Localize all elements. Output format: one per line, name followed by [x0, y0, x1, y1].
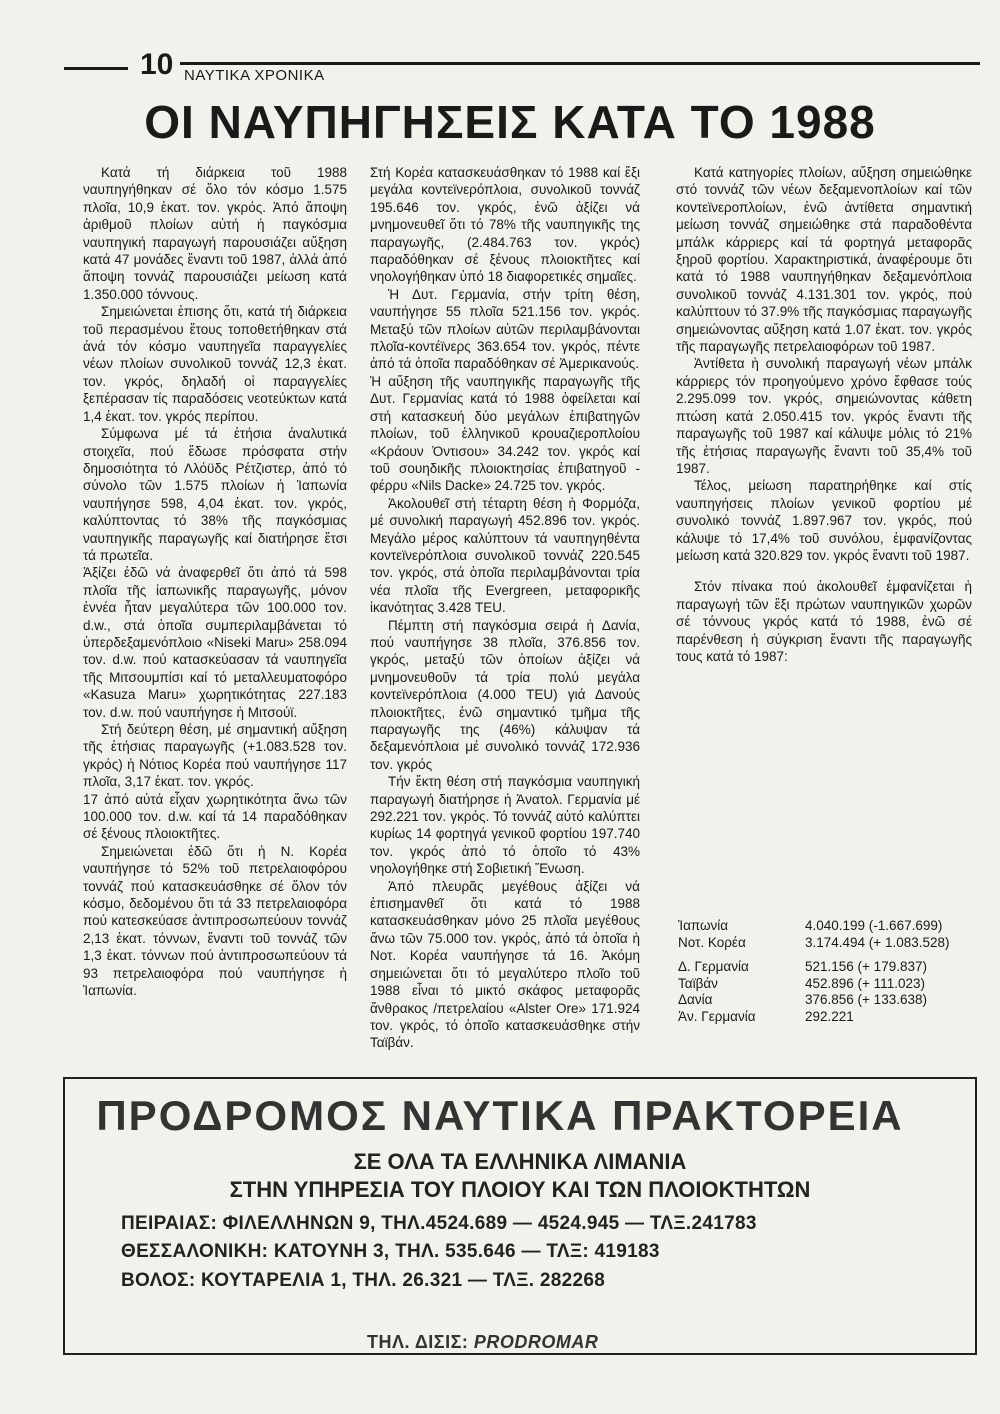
paragraph: Σημειώνεται ἐδῶ ὅτι ἡ Ν. Κορέα ναυπήγησε τό 52% τοῦ πετρελαιοφόρου τοννάζ πού κατασκευάσθηκε σέ ὅλον τόν κόσμο, δεδομένου ὅτι τά 33 πετρελαιοφόρα πού κατεσκεύασε ἀντιπροσωπεύουν τοννάζ 2,13 ἑκατ. τόννων, ἔναντι τοῦ τοννάζ τῶν 1,3 ἑκατ. τόννων πού ἀντιπροσωπεύουν τά 93 πετρελαιοφόρα πού ναυπήγησε ἡ Ἰαπωνία.	[83, 843, 347, 999]
ad-tagline: ΣΕ ΟΛΑ ΤΑ ΕΛΛΗΝΙΚΑ ΛΙΜΑΝΙΑ	[353, 1149, 687, 1174]
article-title: ΟΙ ΝΑΥΠΗΓΗΣΕΙΣ ΚΑΤΑ ΤΟ 1988	[144, 96, 876, 148]
paragraph: Τέλος, μείωση παρατηρήθηκε καί στίς ναυπηγήσεις πλοίων γενικοῦ φορτίου μέ συνολικό τοννάζ 1.897.967 τον. γκρός, πού κάλυψε τό 17,4% τοῦ συνόλου, ἐμφανίζοντας μείωση κατά 320.829 τον. γκρός ἔναντι τοῦ 1987.	[676, 478, 972, 563]
table-country: Νοτ. Κορέα	[678, 934, 746, 950]
table-value: 452.896 (+ 111.023)	[805, 975, 925, 991]
paragraph: Κατά τή διάρκεια τοῦ 1988 ναυπηγήθηκαν σέ ὅλο τόν κόσμο 1.575 πλοῖα, 10,9 ἑκατ. τον. γκρός. Ἀπό ἄποψη ἀριθμοῦ πλοίων αὐτή ἡ παγκόσμια ναυπηγική παραγωγή παρουσιάζει αὔξηση κατά 47 μονάδες ἔναντι τοῦ 1987, ἀλλά ἀπό ἄποψη τοννάζ παρουσιάζει μείωση κατά 1.350.000 τόννους.	[83, 165, 347, 302]
ad-address-volos: ΒΟΛΟΣ: ΚΟΥΤΑΡΕΛΙΑ 1, ΤΗΛ. 26.321 — ΤΛΞ. 282268	[121, 1270, 606, 1291]
table-country: Δ. Γερμανία	[678, 959, 749, 974]
paragraph: Ἀξίζει ἐδῶ νά ἀναφερθεῖ ὅτι ἀπό τά 598 πλοῖα τῆς ἰαπωνικῆς παραγωγῆς, μόνον ἐννέα ἦταν μεγαλύτερα τῶν 100.000 τον. d.w., στά ὁποῖα συμπεριλαμβάνεται τό ὑπερδεξαμενόπλοιο «Niseki Maru» 258.094 τον. d.w. πού κατασκεύασαν τά ναυπηγεῖα τῆς Μιτσουμπίσι καί τό μεταλλευματοφόρο «Kasuza Maru» χωρητικότητας 227.183 τον. d.w. πού ναυπήγησε ἡ Μιτσούϊ.	[83, 565, 347, 720]
paragraph: Σύμφωνα μέ τά ἐτήσια ἀναλυτικά στοιχεῖα, πού ἔδωσε πρόσφατα στήν δημοσιότητα τό Λλόϋδς Ρέτζιστερ, ἀπό τό σύνολο τῶν 1.575 πλοίων ἡ Ἰαπωνία ναυπήγησε 598, 4,04 ἑκατ. τον. γκρός, καλύπτοντας τό 38% τῆς παγκόσμιας ναυπηγικῆς παραγωγῆς καί διατήρησε ἔτσι τά πρωτεῖα.	[83, 426, 347, 563]
paragraph: Ἀντίθετα ἡ συνολική παραγωγή νέων μπάλκ κάρριερς τόν προηγούμενο χρόνο ἔφθασε τούς 2.295.099 τον. γκρός, σημειώνοντας κάθετη πτώση κατά 2.050.415 τον. γκρός ἔναντι τῆς παραγωγῆς τοῦ 1987 καί κάλυψε μόλις τό 21% τῆς ἐτήσιας παραγωγῆς ἔναντι τοῦ 35,4% τοῦ 1987.	[676, 356, 972, 476]
publication-name: ΝΑΥΤΙΚΑ ΧΡΟΝΙΚΑ	[184, 67, 325, 84]
table-value: 376.856 (+ 133.638)	[805, 992, 927, 1007]
ad-address-piraeus: ΠΕΙΡΑΙΑΣ: ΦΙΛΕΛΛΗΝΩΝ 9, ΤΗΛ.4524.689 — 4524.945 — ΤΛΞ.241783	[121, 1213, 757, 1234]
paragraph: Στή Κορέα κατασκευάσθηκαν τό 1988 καί ἔξι μεγάλα κοντεϊνερόπλοια, συνολικοῦ τοννάζ 195.646 τον. γκρός, ἐνῶ ἀξίζει νά μνημονευθεῖ ὅτι τό 78% τῆς ναυπηγικῆς της παραγωγῆς, (2.484.763 τον. γκρός) παραδόθηκαν σέ ξένους πλοιοκτῆτες καί νηολογήθηκαν ὑπό 18 διαφορετικές σημαῖες.	[370, 165, 640, 285]
paragraph: Τήν ἕκτη θέση στή παγκόσμια ναυπηγική παραγωγή διατήρησε ἡ Ἀνατολ. Γερμανία μέ 292.221 τον. γκρός. Τό τοννάζ αὐτό καλύπτει κυρίως 14 φορτηγά γενικοῦ φορτίου 197.740 τον. γκρός ἀπό τό ὁποῖο τό 43% νηολογήθηκε στή Σοβιετική Ἕνωση.	[370, 774, 640, 877]
table-value: 292.221	[805, 1008, 854, 1024]
table-row	[678, 992, 978, 1009]
paragraph: Πέμπτη στή παγκόσμια σειρά ἡ Δανία, πού ναυπήγησε 38 πλοῖα, 376.856 τον. γκρός, μεταξύ τῶν ὁποίων ἀξίζει νά μνημονευθοῦν τά τρία πολύ μεγάλα κοντεϊνερόπλοια (4.000 TEU) γιά Δανούς πλοιοκτῆτες, ἐνῶ σημαντικό τμῆμα τῆς παραγωγῆς της (46%) κάλυψαν τά δεξαμενόπλοια μέ συνολικό τοννάζ 172.936 τον. γκρός	[370, 617, 640, 772]
page-number: 10	[140, 48, 174, 81]
header-rule-left	[64, 67, 128, 70]
table-row	[678, 976, 978, 993]
table-country: Ταϊβάν	[678, 975, 718, 991]
ad-address-thessaloniki: ΘΕΣΣΑΛΟΝΙΚΗ: ΚΑΤΟΥΝΗ 3, ΤΗΛ. 535.646 — ΤΛΞ: 419183	[121, 1241, 660, 1262]
paragraph: Ἡ Δυτ. Γερμανία, στήν τρίτη θέση, ναυπήγησε 55 πλοῖα 521.156 τον. γκρός. Μεταξύ τῶν πλοίων αὐτῶν περιλαμβάνονται πλοῖα-κοντέϊνερς 363.654 τον. γκρός, πέντε ἀπό τά ὁποῖα παραδόθηκαν σέ Ἀμερικανούς.	[370, 286, 640, 372]
table-country: Ἰαπωνία	[678, 918, 729, 933]
table-row	[678, 918, 978, 935]
ad-tagline: ΣΤΗΝ ΥΠΗΡΕΣΙΑ ΤΟΥ ΠΛΟΙΟΥ ΚΑΙ ΤΩΝ ΠΛΟΙΟΚΤΗΤΩΝ	[229, 1177, 811, 1202]
header-rule-right	[180, 62, 980, 65]
table-row	[678, 1009, 978, 1026]
paragraph: Ἡ αὔξηση τῆς ναυπηγικῆς παραγωγῆς τῆς Δυτ. Γερμανίας κατά τό 1988 ὀφείλεται καί στή κατασκευή δύο μεγάλων ἐπιβατηγῶν πλοίων, τοῦ ἑλληνικοῦ κρουαζιεροπλοίου «Κράουν Ὀντισου» 34.242 τον. γκρός καί τοῦ σουηδικῆς πλοιοκτησίας ἐπιβατηγοῦ - φέρρυ «Nils Dacke» 24.725 τον. γκρός.	[370, 373, 640, 494]
paragraph: Ἀκολουθεῖ στή τέταρτη θέση ἡ Φορμόζα, μέ συνολική παραγωγή 452.896 τον. γκρός. Μεγάλο μέρος καλύπτουν τά ναυπηγηθέντα κοντεϊνερόπλοια συνολικοῦ τοννάζ 220.545 τον. γκρός, στά ὁποῖα περιλαμβάνονται τρία νέα πλοῖα τῆς Evergreen, μεταφορικῆς ἱκανότητας 3.428 TEU.	[370, 495, 640, 616]
paragraph: 17 ἀπό αὐτά εἶχαν χωρητικότητα ἄνω τῶν 100.000 τον. d.w. καί τά 14 παραδόθηκαν σέ ξένους πλοιοκτῆτες.	[83, 791, 347, 842]
ad-title: ΠΡΟΔΡΟΜΟΣ ΝΑΥΤΙΚΑ ΠΡΑΚΤΟΡΕΙΑ	[96, 1092, 904, 1139]
table-value: 521.156 (+ 179.837)	[805, 959, 927, 974]
paragraph: Στόν πίνακα πού ἀκολουθεῖ ἐμφανίζεται ἡ παραγωγή τῶν ἕξι πρώτων ναυπηγικῶν χωρῶν σέ τόννους γκρός κατά τό 1988, ἐνῶ σέ παρένθεση ἡ σύγκριση ἔναντι τῆς παραγωγῆς τους κατά τό 1987:	[676, 579, 972, 664]
article-column-3	[676, 164, 972, 665]
table-country: Δανία	[678, 992, 713, 1007]
ad-telegraph-label: ΤΗΛ. ΔΙΣΙΣ:	[367, 1332, 469, 1352]
paragraph: Στή δεύτερη θέση, μέ σημαντική αὔξηση τῆς ἐτήσιας παραγωγῆς (+1.083.528 τον. γκρός) ἡ Νότιος Κορέα πού ναυπήγησε 117 πλοῖα, 3,17 ἑκατ. τον. γκρός.	[83, 722, 347, 790]
paragraph: Σημειώνεται ἐπισης ὅτι, κατά τή διάρκεια τοῦ περασμένου ἔτους τοποθετήθηκαν στά ἀνά τόν κόσμο ναυπηγεῖα παραγγελίες νέων πλοίων συνολικοῦ τοννάζ 12,3 ἑκατ. τον. γκρός, δηλαδή οἱ παραγγελίες ξεπέρασαν τίς παραδόσεις νεοτεύκτων κατά 1,4 ἑκατ. τον. γκρός περίπου.	[83, 304, 347, 424]
article-column-2	[370, 164, 640, 1052]
ad-telegraph	[367, 1332, 598, 1353]
table-row	[678, 935, 978, 952]
paragraph: Κατά κατηγορίες πλοίων, αὔξηση σημειώθηκε στό τοννάζ τῶν νέων δεξαμενοπλοίων καί τῶν κοντεϊνεροπλοίων, ἐνῶ ἀντίθετα σημαντική μείωση τοννάζ σημειώθηκε στά παραδοθέντα μπάλκ κάρριερς καί τά φορτηγά μεταφορᾶς ξηροῦ φορτίου. Χαρακτηριστικά, ἀναφέρουμε ὅτι κατά τό 1988 ναυπηγήθηκαν δεξαμενόπλοια συνολικοῦ τοννάζ 4.131.301 τον. γκρός, πού καλύπτουν τό 37.9% τῆς παγκόσμιας παραγωγῆς σημειώνοντας αὔξηση κατά 1.07 ἑκατ. τον. γκρός τῆς παραγωγῆς πετρελαιοφόρων τοῦ 1987.	[676, 165, 972, 355]
table-value: 3.174.494 (+ 1.083.528)	[805, 934, 950, 950]
ad-telegraph-value: PRODROMAR	[473, 1332, 599, 1352]
table-country: Ἀν. Γερμανία	[678, 1008, 756, 1024]
article-column-1	[83, 164, 347, 1000]
table-row	[678, 959, 978, 976]
production-table	[678, 918, 978, 1025]
table-value: 4.040.199 (-1.667.699)	[805, 918, 943, 933]
paragraph: Ἀπό πλευρᾶς μεγέθους ἀξίζει νά ἐπισημανθεῖ ὅτι κατά τό 1988 κατασκευάσθηκαν μόνο 25 πλοῖα μεγέθους ἄνω τῶν 75.000 τον. γκρός, ἀπό τά ὁποῖα ἡ Νοτ. Κορέα ναυπήγησε τά 16. Ἀκόμη σημειώνεται ὅτι τό μεγαλύτερο πλοῖο τοῦ 1988 εἶναι τό μικτό σκάφος μεταφορᾶς ἄνθρακος /πετρελαίου «Alster Ore» 171.924 τον. γκρός, τό ὁποῖο κατασκευάσθηκε στήν Ταϊβάν.	[370, 878, 640, 1051]
